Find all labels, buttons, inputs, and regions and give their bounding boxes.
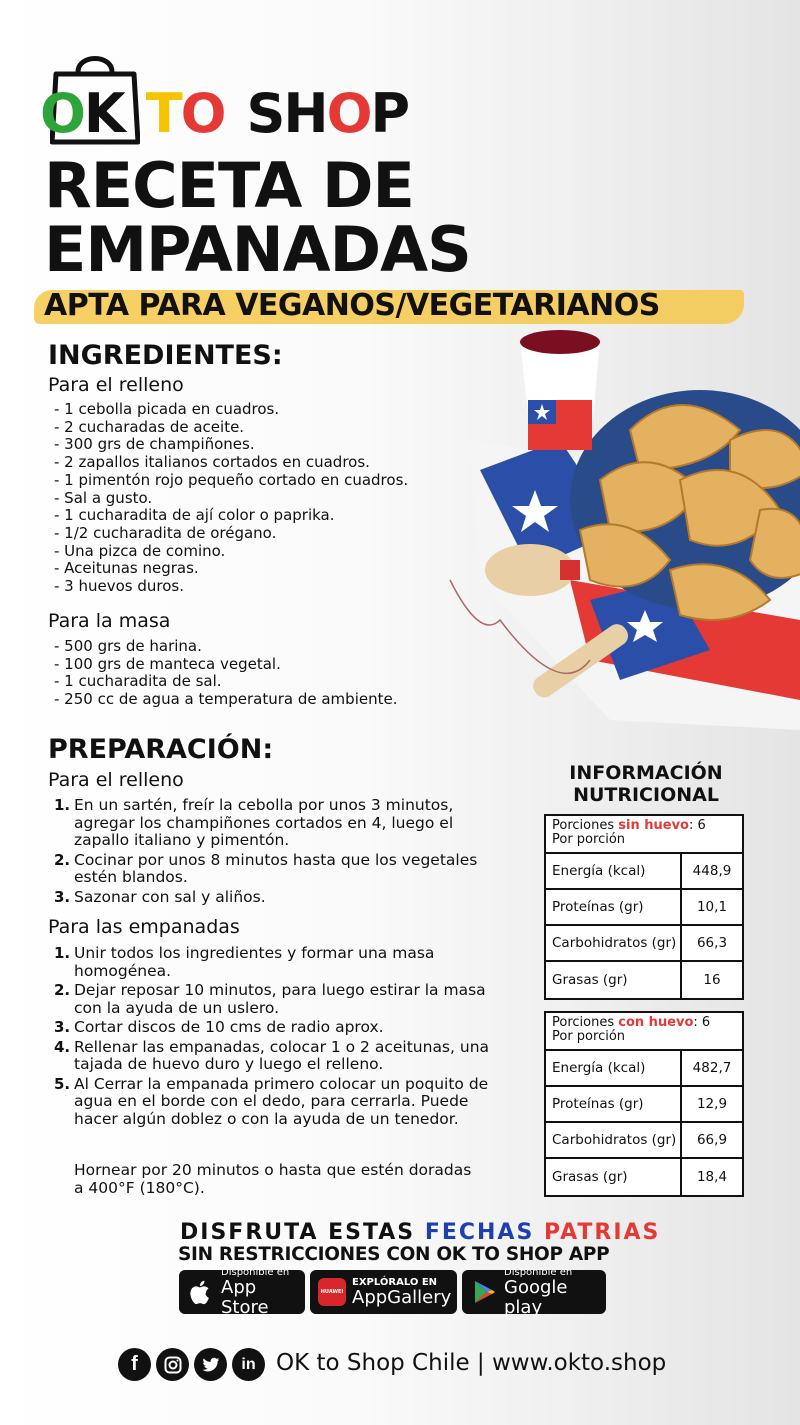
preparacion-empanadas-steps [48,945,498,1130]
apple-icon [187,1278,215,1306]
list-item: - 500 grs de harina. [54,637,202,655]
step-item: 3. Sazonar con sal y aliños. [54,887,266,906]
title-line-1: RECETA DE [44,149,414,222]
nutrition-heading: INFORMACIÓN NUTRICIONAL [569,762,723,806]
google-play-icon [470,1278,498,1306]
list-item: - 1 pimentón rojo pequeño cortado en cuadros. [54,470,409,489]
ingredientes-relleno-list [54,401,408,596]
nutrition-table-header: Porciones con huevo: 6 Por porción [546,1013,742,1051]
table-row: Carbohidratos (gr) 66,9 [546,1123,742,1159]
facebook-icon[interactable]: f [118,1348,151,1381]
table-row: Grasas (gr) 16 [546,962,742,998]
list-item: - 1 cucharadita de ají color o paprika. [54,506,335,525]
ingredientes-heading: INGREDIENTES: [48,340,283,371]
list-item: - 100 grs de manteca vegetal. [54,654,281,673]
appgallery-button[interactable]: HUAWEI EXPLÓRALO EN AppGallery [310,1270,457,1314]
google-play-button[interactable]: Disponible en Google play [462,1270,606,1314]
table-row: Carbohidratos (gr) 66,3 [546,926,742,962]
page-title [44,149,471,286]
list-item: - 300 grs de champiñones. [54,435,255,454]
preparacion-relleno-steps [48,797,498,908]
twitter-icon[interactable] [194,1348,227,1381]
nutrition-table-con-huevo [544,1011,744,1197]
list-item: - 2 zapallos italianos cortados en cuadros. [54,453,370,472]
cta-line-2: SIN RESTRICCIONES CON OK TO SHOP APP [178,1244,610,1265]
table-row: Energía (kcal) 482,7 [546,1051,742,1087]
list-item: - 2 cucharadas de aceite. [54,417,245,436]
table-row: Proteínas (gr) 10,1 [546,890,742,926]
list-item: - 3 huevos duros. [54,577,184,596]
step-item: 2. Dejar reposar 10 minutos, para luego estirar la masa con la ayuda de un uslero. [54,981,486,1017]
list-item: - Aceitunas negras. [54,559,199,578]
subtitle: APTA PARA VEGANOS/VEGETARIANOS [44,288,660,323]
preparacion-empanadas-heading: Para las empanadas [48,916,240,938]
step-item: 1. Unir todos los ingredientes y formar una masa homogénea. [54,944,435,980]
list-item: - 1 cebolla picada en cuadros. [54,400,280,418]
linkedin-icon[interactable]: in [232,1348,265,1381]
hornear-note: Hornear por 20 minutos o hasta que estén doradas a 400°F (180°C). [74,1161,472,1197]
contact-text: OK to Shop Chile | www.okto.shop [276,1350,667,1376]
nutrition-table-header: Porciones sin huevo: 6 Por porción [546,816,742,854]
list-item: - Una pizca de comino. [54,541,226,560]
instagram-icon[interactable] [156,1348,189,1381]
app-store-button[interactable]: Disponible en App Store [179,1270,305,1314]
ingredientes-masa-heading: Para la masa [48,610,171,632]
step-item: 4. Rellenar las empanadas, colocar 1 o 2 aceitunas, una tajada de huevo duro y luego el relleno. [54,1037,490,1073]
table-row: Energía (kcal) 448,9 [546,854,742,890]
brand-logo: OK TO SHOP [40,82,409,145]
step-item: 2. Cocinar por unos 8 minutos hasta que los vegetales estén blandos. [54,850,478,886]
list-item: - 1 cucharadita de sal. [54,672,222,691]
logo-ok: OK [40,82,124,145]
list-item: - 250 cc de agua a temperatura de ambiente. [54,690,398,709]
table-row: Grasas (gr) 18,4 [546,1159,742,1195]
preparacion-relleno-heading: Para el relleno [48,769,184,791]
preparacion-heading: PREPARACIÓN: [48,734,274,765]
step-item: 5. Al Cerrar la empanada primero colocar un poquito de agua en el borde con el dedo, para cerrarla. Puede hacer algún doblez o con la ayuda de un tenedor. [54,1074,489,1128]
ingredientes-masa-list [54,638,397,709]
empanadas-photo [440,320,800,730]
title-line-2: EMPANADAS [44,213,471,286]
cta-line-1: DISFRUTA ESTAS FECHAS PATRIAS [180,1220,661,1245]
list-item: - Sal a gusto. [54,488,153,507]
logo-k: K [83,82,124,145]
ingredientes-relleno-heading: Para el relleno [48,374,184,396]
list-item: - 1/2 cucharadita de orégano. [54,523,277,542]
huawei-icon: HUAWEI [318,1278,346,1306]
step-item: 1. En un sartén, freír la cebolla por unos 3 minutos, agregar los champiñones cortados en 4, luego el zapallo italiano y pimentón. [54,796,454,849]
step-item: 3. Cortar discos de 10 cms de radio aprox. [54,1018,384,1036]
table-row: Proteínas (gr) 12,9 [546,1087,742,1123]
nutrition-table-sin-huevo [544,814,744,1000]
